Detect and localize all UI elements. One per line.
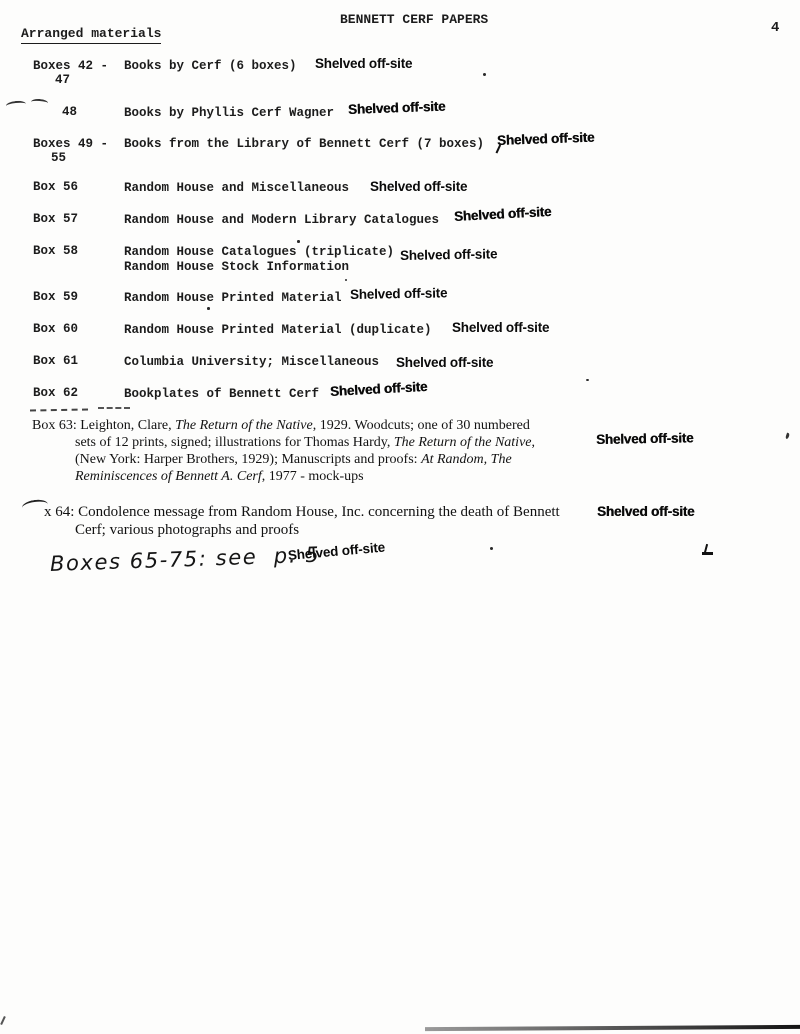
box63-line2: sets of 12 prints, signed; illustrations for Thomas Hardy, The Return of the Native,: [75, 435, 536, 450]
pen-mark: [6, 100, 27, 110]
shelved-offsite-stamp: Shelved off-site: [396, 355, 494, 370]
shelved-offsite-stamp: Shelved off-site: [595, 430, 694, 447]
box-description: Columbia University; Miscellaneous: [124, 355, 380, 369]
shelved-offsite-stamp: Shelved off-site: [315, 56, 413, 71]
box-label: 48: [62, 105, 78, 119]
pen-mark: [702, 552, 713, 555]
box-label: Box 62: [33, 386, 79, 400]
document-title: BENNETT CERF PAPERS: [340, 12, 489, 27]
page-number: 4: [771, 20, 780, 36]
shelved-offsite-stamp: Shelved off-site: [399, 246, 498, 263]
shelved-offsite-stamp: Shelved off-site: [370, 179, 468, 194]
box-description: Books by Phyllis Cerf Wagner: [124, 106, 335, 120]
box64-line1: x 64: Condolence message from Random House, Inc. concerning the death of Bennett: [44, 504, 560, 520]
box63-line3: (New York: Harper Brothers, 1929); Manuscripts and proofs: At Random, The: [75, 452, 512, 467]
pen-mark: [31, 98, 48, 106]
box-label: Boxes 49 -: [33, 137, 109, 151]
shelved-offsite-stamp: Shelved off-site: [496, 129, 595, 148]
box-description: Bookplates of Bennett Cerf: [124, 387, 320, 401]
box-label: Box 57: [33, 212, 79, 226]
pen-mark: [0, 1016, 6, 1025]
shelved-offsite-stamp: Shelved off-site: [452, 320, 550, 335]
box-description-line2: Random House Stock Information: [124, 260, 350, 274]
handwritten-text: Boxes 65-75: see p. 5: [49, 542, 321, 576]
pen-mark: [785, 433, 790, 440]
box-description: Books by Cerf (6 boxes): [124, 59, 297, 73]
box-label: Box 60: [33, 322, 79, 336]
box64-line2: Cerf; various photographs and proofs: [75, 522, 300, 538]
box-label-continuation: 55: [51, 151, 67, 165]
box-description: Books from the Library of Bennett Cerf (7 boxes): [124, 137, 485, 151]
box63-line1: Box 63: Leighton, Clare, The Return of the Native, 1929. Woodcuts; one of 30 numbered: [32, 418, 530, 433]
scan-speck: [207, 307, 210, 310]
scan-speck: [297, 240, 300, 243]
box63-line4: Reminiscences of Bennett A. Cerf, 1977 - mock-ups: [75, 469, 364, 484]
scan-artifact-dashes: [30, 408, 88, 411]
section-heading: Arranged materials: [21, 27, 161, 44]
box-description: Random House Catalogues (triplicate): [124, 245, 395, 259]
box-label: Boxes 42 -: [33, 59, 109, 73]
box-description: Random House and Miscellaneous: [124, 181, 350, 195]
shelved-offsite-stamp: Shelved off-site: [287, 539, 386, 563]
box-description: Random House and Modern Library Catalogues: [124, 213, 440, 227]
shelved-offsite-stamp: Shelved off-site: [329, 378, 428, 399]
scan-speck: [483, 73, 486, 76]
box-label: Box 58: [33, 244, 79, 258]
box-description: Random House Printed Material (duplicate): [124, 323, 432, 337]
scan-speck: [490, 547, 493, 550]
box-label: Box 59: [33, 290, 79, 304]
scan-edge-line: [425, 1025, 800, 1031]
box-label: Box 61: [33, 354, 79, 368]
shelved-offsite-stamp: Shelved off-site: [349, 285, 448, 302]
scan-speck: [586, 379, 589, 381]
scan-artifact-dashes: [98, 407, 130, 409]
shelved-offsite-stamp: Shelved off-site: [347, 98, 446, 117]
shelved-offsite-stamp: Shelved off-site: [597, 504, 695, 519]
box-label-continuation: 47: [55, 73, 71, 87]
shelved-offsite-stamp: Shelved off-site: [453, 203, 552, 224]
scan-speck: [345, 279, 347, 281]
box-description: Random House Printed Material: [124, 291, 342, 305]
box-label: Box 56: [33, 180, 79, 194]
